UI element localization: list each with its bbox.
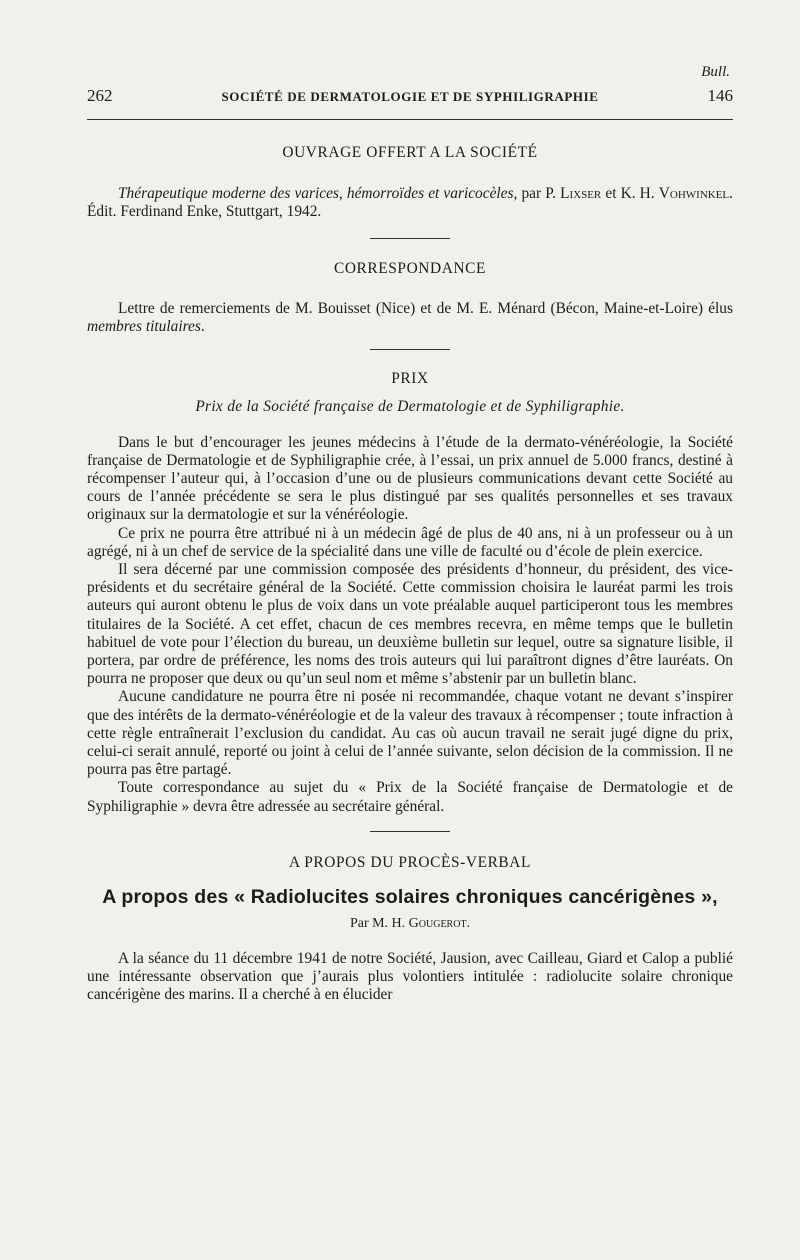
correspondance-heading: CORRESPONDANCE [333,259,487,277]
bull-number: 146 [707,86,733,105]
ouvrage-entry: Thérapeutique moderne des varices, hémorroïdes et varicocèles, par P. Lixser et K. H. Vohwinkel. Édit. Ferdinand Enke, Stuttgart, 1942. [87,185,734,221]
prix-heading: PRIX [391,370,429,388]
publisher: . Édit. Ferdinand Enke, Stuttgart, 1942. [87,185,734,221]
prix-paragraph: Aucune candidature ne pourra être ni posée ni recommandée, chaque votant ne devant s’inspirer que des intérêts de la dermato-vénéréologie et de la valeur des travaux à récompenser ; toute infraction à cette règle entraînerait l’exclusion du candidat. Au cas où aucun travail ne serait jugé digne du prix, celui-ci serait annulé, reporté ou joint à celui de l’année suivante, selon décision de la commission. Il ne pourra pas être partagé. [87,688,733,779]
page-content [87,144,733,1004]
prix-subtitle: Prix de la Société française de Dermatologie et de Syphiligraphie. [195,398,625,416]
prix-paragraph: Dans le but d’encourager les jeunes médecins à l’étude de la dermato-vénéréologie, la Société française de Dermatologie et de Syphiligraphie crée, à l’essai, un prix annuel de 5.000 francs, destiné à récompenser l’auteur qui, à l’occasion d’une ou de plusieurs communications devant cette Société au cours de l’année précédente se sera le plus distingué par ses qualités personnelles et ses travaux originaux sur la dermatologie et sur la vénéréologie. [87,433,733,524]
author-vohwinkel: Vohwinkel [658,185,730,203]
author-lixser: Lixser [560,185,602,203]
running-header [87,86,733,106]
header-rule [87,119,733,120]
page-number: 262 [87,86,113,105]
proces-verbal-heading: A PROPOS DU PROCÈS-VERBAL [288,853,532,871]
prix-paragraph: Ce prix ne pourra être attribué ni à un médecin âgé de plus de 40 ans, ni à un professeur ou à un agrégé, ni à un chef de service de la spécialité dans une ville de faculté ou d’école de plein exercice. [87,524,733,560]
correspondance-text: Lettre de remerciements de M. Bouisset (Nice) et de M. E. Ménard (Bécon, Maine-et-Loire) élus membres titulaires. [87,299,733,336]
prix-paragraph: Il sera décerné par une commission composée des présidents d’honneur, du président, des vice-présidents et du secrétaire général de la Société. Cette commission choisira le lauréat parmi les trois auteurs qui auront obtenu le plus de voix dans un vote préalable auquel participeront tous les membres titulaires de la Société. A cet effet, chacun de ces membres recevra, en même temps que le bulletin habituel de vote pour l’élection du bureau, un deuxième bulletin sur lequel, outre sa signature lisible, il portera, par ordre de préférence, les noms des trois auteurs qui lui paraîtront dignes d’être lauréats. On pourra ne proposer que deux ou qu’un seul nom et même s’abstenir par un bulletin blanc. [87,561,733,688]
article-text: A la séance du 11 décembre 1941 de notre Société, Jausion, avec Cailleau, Giard et Calop a publié une intéressante observation que j’aurais plus volontiers intitulée : radiolucite solaire chronique cancérigène des marins. Il a cherché à en élucider [87,949,733,1003]
article-author: Par M. H. Gougerot. [349,916,471,932]
prix-paragraph: Toute correspondance au sujet du « Prix de la Société française de Dermatologie et de Syphiligraphie » devra être adressée au secrétaire général. [87,779,733,815]
bull-label: Bull. [701,64,730,80]
article-title: A propos des « Radiolucites solaires chroniques cancérigènes », [102,886,718,909]
journal-title: SOCIÉTÉ DE DERMATOLOGIE ET DE SYPHILIGRAPHIE [221,89,599,104]
book-title: Thérapeutique moderne des varices, hémorroïdes et varicocèles, [118,185,518,203]
ouvrage-heading: OUVRAGE OFFERT A LA SOCIÉTÉ [282,144,538,161]
